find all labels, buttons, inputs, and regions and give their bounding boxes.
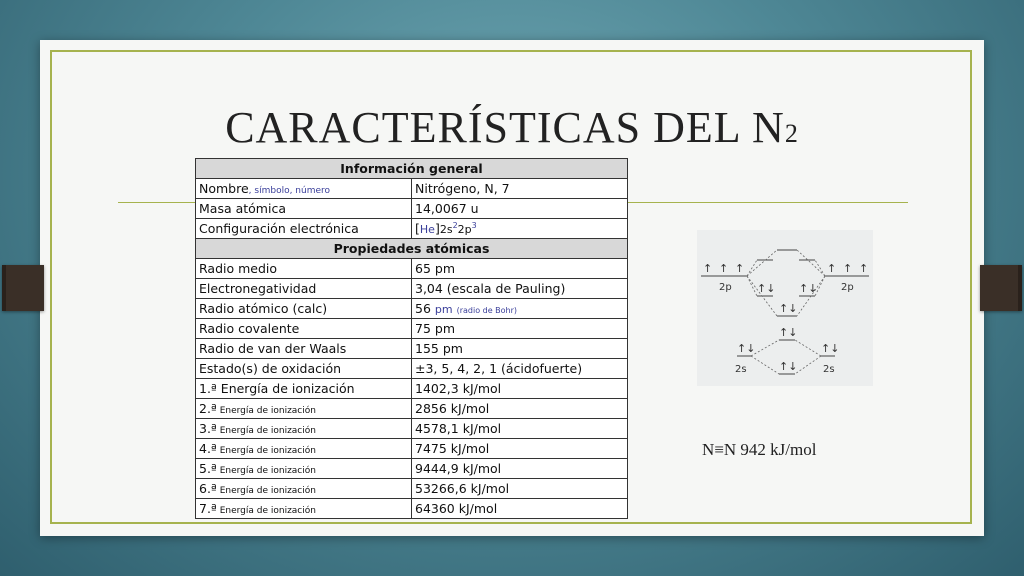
row-label: Radio medio xyxy=(196,259,412,279)
config-2p: 2p xyxy=(457,223,472,237)
row-value: 64360 kJ/mol xyxy=(412,499,628,519)
row-label: Electronegatividad xyxy=(196,279,412,299)
row-label xyxy=(196,479,412,499)
row-value: 155 pm xyxy=(412,339,628,359)
arrow-up: ↑ xyxy=(843,262,853,275)
ion-num: 2.ª xyxy=(199,401,217,416)
table-row xyxy=(196,459,628,479)
ion-label: Energía de ionización xyxy=(216,446,316,456)
slide xyxy=(40,40,984,536)
table-row xyxy=(196,339,628,359)
radio-atomico-note: (radio de Bohr) xyxy=(456,306,518,315)
ion-label: Energía de ionización xyxy=(216,466,316,476)
bracket-open: [ xyxy=(415,221,420,237)
row-label xyxy=(196,459,412,479)
general-header: Información general xyxy=(196,159,628,179)
arrow-pair: ↑↓ xyxy=(779,326,798,339)
table-row xyxy=(196,419,628,439)
row-value: 2856 kJ/mol xyxy=(412,399,628,419)
row-value: Nitrógeno, N, 7 xyxy=(412,179,628,199)
row-label: Radio atómico (calc) xyxy=(196,299,412,319)
row-value: 7475 kJ/mol xyxy=(412,439,628,459)
ion-num: 3.ª xyxy=(199,421,217,436)
ion-num: 6.ª xyxy=(199,481,217,496)
row-value: 4578,1 kJ/mol xyxy=(412,419,628,439)
arrow-pair: ↑↓ xyxy=(821,342,840,355)
row-value: 53266,6 kJ/mol xyxy=(412,479,628,499)
row-value: 3,04 (escala de Pauling) xyxy=(412,279,628,299)
table-row xyxy=(196,279,628,299)
row-label xyxy=(196,419,412,439)
binder-tab-right xyxy=(980,265,1022,311)
row-label xyxy=(196,439,412,459)
arrow-up: ↑ xyxy=(719,262,729,275)
table-row xyxy=(196,259,628,279)
label-2s-right: 2s xyxy=(823,364,835,375)
row-label: Estado(s) de oxidación xyxy=(196,359,412,379)
row-label xyxy=(196,179,412,199)
title-text: CARACTERÍSTICAS DEL N xyxy=(225,103,785,152)
mo-diagram xyxy=(697,230,873,386)
row-label: Masa atómica xyxy=(196,199,412,219)
divider-line-left xyxy=(118,202,196,203)
row-label xyxy=(196,379,412,399)
table-row xyxy=(196,179,628,199)
slide-title xyxy=(40,102,984,153)
arrow-up: ↑ xyxy=(859,262,869,275)
row-value: 14,0067 u xyxy=(412,199,628,219)
arrow-pair: ↑↓ xyxy=(779,302,798,315)
arrow-up: ↑ xyxy=(827,262,837,275)
ion-num: 4.ª xyxy=(199,441,217,456)
ion-label: Energía de ionización xyxy=(216,426,316,436)
mo-diagram-svg xyxy=(697,230,873,386)
row-label xyxy=(196,399,412,419)
ion-num: 7.ª xyxy=(199,501,217,516)
row-value: 9444,9 kJ/mol xyxy=(412,459,628,479)
table-row xyxy=(196,319,628,339)
radio-atomico-value: 56 xyxy=(415,301,431,316)
arrow-pair: ↑↓ xyxy=(779,360,798,373)
radio-atomico-unit: pm xyxy=(434,303,453,316)
arrow-pair: ↑↓ xyxy=(737,342,756,355)
arrow-up: ↑ xyxy=(703,262,713,275)
divider-line-right xyxy=(628,202,908,203)
table-row xyxy=(196,439,628,459)
table-row xyxy=(196,499,628,519)
row-value: 1402,3 kJ/mol xyxy=(412,379,628,399)
table-row xyxy=(196,399,628,419)
props-header: Propiedades atómicas xyxy=(196,239,628,259)
table-row xyxy=(196,219,628,239)
ion-label: Energía de ionización xyxy=(216,381,355,396)
table-row xyxy=(196,299,628,319)
table-row xyxy=(196,479,628,499)
triple-bond-energy: N≡N 942 kJ/mol xyxy=(702,440,817,459)
ion-label: Energía de ionización xyxy=(216,506,316,516)
title-subscript: 2 xyxy=(784,119,799,148)
row-value xyxy=(412,219,628,239)
row-value: 75 pm xyxy=(412,319,628,339)
ion-label: Energía de ionización xyxy=(216,486,316,496)
label-simbolo: , símbolo, número xyxy=(248,186,331,196)
row-label: Radio covalente xyxy=(196,319,412,339)
ion-label: Energía de ionización xyxy=(216,406,316,416)
row-value: ±3, 5, 4, 2, 1 (ácidofuerte) xyxy=(412,359,628,379)
label-2s-left: 2s xyxy=(735,364,747,375)
row-value xyxy=(412,299,628,319)
electron-arrows xyxy=(703,262,868,373)
arrow-pair: ↑↓ xyxy=(799,282,818,295)
table-row xyxy=(196,379,628,399)
row-label: Configuración electrónica xyxy=(196,219,412,239)
config-2s: 2s xyxy=(439,223,453,237)
config-2p-exp: 3 xyxy=(471,220,477,230)
row-label: Radio de van der Waals xyxy=(196,339,412,359)
bracket-close: ] xyxy=(434,221,440,237)
ion-num: 5.ª xyxy=(199,461,217,476)
arrow-up: ↑ xyxy=(735,262,745,275)
info-table xyxy=(195,158,628,519)
label-2p-left: 2p xyxy=(719,282,732,293)
row-value: 65 pm xyxy=(412,259,628,279)
ion-num: 1.ª xyxy=(199,381,217,396)
label-2p-right: 2p xyxy=(841,282,854,293)
table-row xyxy=(196,199,628,219)
binder-tab-left xyxy=(2,265,44,311)
config-2s-exp: 2 xyxy=(452,220,458,230)
arrow-pair: ↑↓ xyxy=(757,282,776,295)
config-he: He xyxy=(419,223,435,237)
row-label xyxy=(196,499,412,519)
table-row xyxy=(196,359,628,379)
label-nombre: Nombre xyxy=(199,181,249,196)
